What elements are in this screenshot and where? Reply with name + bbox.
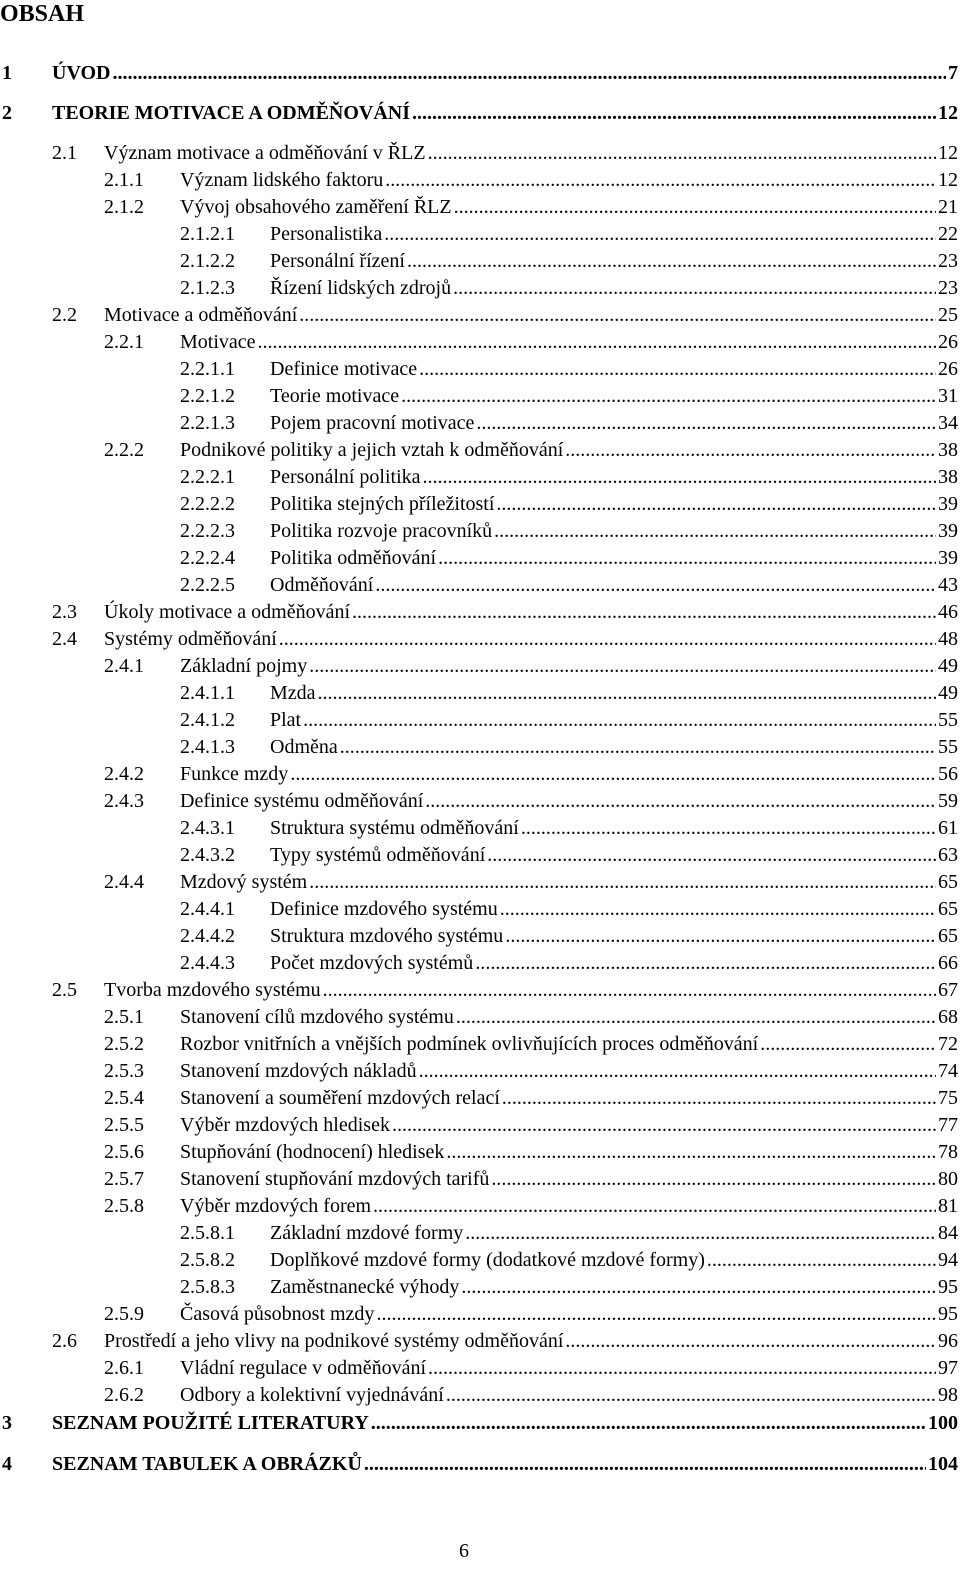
dot-leader bbox=[299, 302, 936, 328]
toc-entry-page: 48 bbox=[938, 628, 958, 650]
toc-entry-title: Personální řízení bbox=[270, 250, 405, 272]
toc-entry-title: Definice motivace bbox=[270, 358, 418, 380]
toc-entry-title: Mzda bbox=[270, 682, 316, 704]
toc-entry-page: 49 bbox=[938, 655, 958, 677]
toc-entry-number: 2.5.5 bbox=[104, 1114, 144, 1136]
toc-entry-title: Stupňování (hodnocení) hledisek bbox=[180, 1141, 445, 1163]
dot-leader bbox=[760, 1031, 936, 1057]
toc-entry[interactable] bbox=[0, 626, 958, 652]
toc-entry-number: 2.4.4.1 bbox=[180, 898, 235, 920]
toc-entry-number: 2.1.1 bbox=[104, 169, 144, 191]
dot-leader bbox=[376, 1301, 936, 1327]
toc-entry-number: 2.2.2.1 bbox=[180, 466, 235, 488]
dot-leader bbox=[425, 788, 936, 814]
toc-entry-page: 38 bbox=[938, 439, 958, 461]
toc-entry[interactable] bbox=[0, 275, 958, 301]
toc-entry-title: Systémy odměňování bbox=[104, 628, 277, 650]
toc-entry-title: Stanovení a souměření mzdových relací bbox=[180, 1087, 500, 1109]
toc-entry-number: 2.1.2.2 bbox=[180, 250, 235, 272]
toc-entry-number: 2.5.7 bbox=[104, 1168, 144, 1190]
toc-entry-page: 39 bbox=[938, 493, 958, 515]
toc-entry-title: Počet mzdových systémů bbox=[270, 952, 474, 974]
toc-entry-title: Personalistika bbox=[270, 223, 383, 245]
toc-entry-page: 23 bbox=[938, 250, 958, 272]
toc-entry-number: 2.5.1 bbox=[104, 1006, 144, 1028]
toc-entry-page: 94 bbox=[938, 1249, 958, 1271]
toc-entry[interactable] bbox=[0, 1410, 958, 1436]
toc-entry-title: Pojem pracovní motivace bbox=[270, 412, 475, 434]
toc-entry-title: Podnikové politiky a jejich vztah k odměňování bbox=[180, 439, 564, 461]
toc-entry-page: 104 bbox=[928, 1453, 958, 1475]
dot-leader bbox=[371, 1410, 926, 1436]
toc-entry-title: Politika stejných příležitostí bbox=[270, 493, 495, 515]
toc-entry-page: 81 bbox=[938, 1195, 958, 1217]
toc-entry-title: Základní mzdové formy bbox=[270, 1222, 464, 1244]
toc-entry-title: Definice mzdového systému bbox=[270, 898, 498, 920]
toc-entry[interactable] bbox=[0, 100, 958, 126]
toc-entry-page: 65 bbox=[938, 898, 958, 920]
toc-entry-number: 2.4.1.1 bbox=[180, 682, 235, 704]
toc-entry[interactable] bbox=[0, 140, 958, 166]
toc-entry-title: Význam motivace a odměňování v ŘLZ bbox=[104, 142, 426, 164]
dot-leader bbox=[419, 1058, 936, 1084]
toc-entry-page: 95 bbox=[938, 1276, 958, 1298]
toc-entry-title: TEORIE MOTIVACE A ODMĚŇOVÁNÍ bbox=[52, 102, 411, 124]
toc-entry-number: 2.5.8.1 bbox=[180, 1222, 235, 1244]
toc-entry-title: Výběr mzdových hledisek bbox=[180, 1114, 390, 1136]
dot-leader bbox=[385, 167, 936, 193]
toc-entry-page: 55 bbox=[938, 709, 958, 731]
toc-entry[interactable] bbox=[0, 1112, 958, 1138]
toc-entry-title: Vývoj obsahového zaměření ŘLZ bbox=[180, 196, 452, 218]
toc-entry-number: 3 bbox=[2, 1412, 12, 1434]
dot-leader bbox=[423, 464, 936, 490]
toc-entry-page: 31 bbox=[938, 385, 958, 407]
toc-entry-page: 67 bbox=[938, 979, 958, 1001]
toc-entry-title: Úkoly motivace a odměňování bbox=[104, 601, 351, 623]
toc-entry-page: 49 bbox=[938, 682, 958, 704]
toc-entry-page: 25 bbox=[938, 304, 958, 326]
dot-leader bbox=[565, 1328, 936, 1354]
dot-leader bbox=[419, 356, 936, 382]
toc-entry-page: 43 bbox=[938, 574, 958, 596]
toc-entry[interactable] bbox=[0, 1085, 958, 1111]
toc-entry[interactable] bbox=[0, 329, 958, 355]
toc-entry[interactable] bbox=[0, 1139, 958, 1165]
dot-leader bbox=[476, 410, 936, 436]
dot-leader bbox=[258, 329, 936, 355]
toc-entry-number: 2.5.8 bbox=[104, 1195, 144, 1217]
toc-entry-page: 68 bbox=[938, 1006, 958, 1028]
dot-leader bbox=[309, 653, 936, 679]
toc-entry[interactable] bbox=[0, 1004, 958, 1030]
toc-entry-number: 2.4.3 bbox=[104, 790, 144, 812]
toc-entry-page: 77 bbox=[938, 1114, 958, 1136]
toc-entry[interactable] bbox=[0, 653, 958, 679]
dot-leader bbox=[453, 275, 936, 301]
toc-entry[interactable] bbox=[0, 815, 958, 841]
toc-entry[interactable] bbox=[0, 167, 958, 193]
toc-entry-page: 66 bbox=[938, 952, 958, 974]
toc-entry-number: 2.5 bbox=[52, 979, 77, 1001]
dot-leader bbox=[428, 1355, 936, 1381]
toc-entry-title: Stanovení cílů mzdového systému bbox=[180, 1006, 454, 1028]
toc-entry[interactable] bbox=[0, 896, 958, 922]
dot-leader bbox=[373, 1193, 936, 1219]
toc-entry-title: Význam lidského faktoru bbox=[180, 169, 384, 191]
toc-entry-page: 39 bbox=[938, 520, 958, 542]
toc-entry-title: Časová působnost mzdy bbox=[180, 1303, 375, 1325]
toc-entry[interactable] bbox=[0, 977, 958, 1003]
toc-entry[interactable] bbox=[0, 437, 958, 463]
toc-entry[interactable] bbox=[0, 761, 958, 787]
dot-leader bbox=[502, 1085, 936, 1111]
toc-entry[interactable] bbox=[0, 788, 958, 814]
toc-entry[interactable] bbox=[0, 1058, 958, 1084]
toc-entry-title: Stanovení mzdových nákladů bbox=[180, 1060, 417, 1082]
dot-leader bbox=[318, 680, 936, 706]
toc-entry-page: 34 bbox=[938, 412, 958, 434]
dot-leader bbox=[407, 248, 936, 274]
toc-entry-number: 2.4.4 bbox=[104, 871, 144, 893]
toc-entry-number: 2.1.2 bbox=[104, 196, 144, 218]
toc-entry-number: 2.4.4.2 bbox=[180, 925, 235, 947]
toc-entry-title: Rozbor vnitřních a vnějších podmínek ovlivňujících proces odměňování bbox=[180, 1033, 759, 1055]
toc-entry-title: Politika odměňování bbox=[270, 547, 437, 569]
toc-entry-number: 2.5.3 bbox=[104, 1060, 144, 1082]
toc-entry[interactable] bbox=[0, 1274, 958, 1300]
toc-entry-number: 2.2.2.3 bbox=[180, 520, 235, 542]
toc-entry[interactable] bbox=[0, 410, 958, 436]
toc-entry-page: 12 bbox=[938, 102, 958, 124]
toc-entry-title: Politika rozvoje pracovníků bbox=[270, 520, 493, 542]
toc-entry[interactable] bbox=[0, 464, 958, 490]
toc-entry-number: 2.4.2 bbox=[104, 763, 144, 785]
toc-entry-page: 78 bbox=[938, 1141, 958, 1163]
toc-entry-title: Struktura mzdového systému bbox=[270, 925, 504, 947]
toc-entry-title: Funkce mzdy bbox=[180, 763, 289, 785]
dot-leader bbox=[500, 896, 936, 922]
toc-entry-number: 2.5.2 bbox=[104, 1033, 144, 1055]
toc-entry-title: ÚVOD bbox=[52, 62, 111, 84]
toc-entry-page: 7 bbox=[948, 62, 958, 84]
dot-leader bbox=[323, 977, 936, 1003]
dot-leader bbox=[290, 761, 936, 787]
toc-entry-page: 97 bbox=[938, 1357, 958, 1379]
toc-entry-number: 2.4.4.3 bbox=[180, 952, 235, 974]
dot-leader bbox=[428, 140, 936, 166]
dot-leader bbox=[454, 194, 936, 220]
dot-leader bbox=[461, 1274, 936, 1300]
toc-entry-number: 2.4.1.2 bbox=[180, 709, 235, 731]
toc-entry-page: 21 bbox=[938, 196, 958, 218]
dot-leader bbox=[475, 950, 936, 976]
toc-entry-title: Teorie motivace bbox=[270, 385, 400, 407]
toc-entry[interactable] bbox=[0, 356, 958, 382]
dot-leader bbox=[491, 1166, 936, 1192]
dot-leader bbox=[505, 923, 936, 949]
toc-entry-number: 2.6 bbox=[52, 1330, 77, 1352]
toc-entry-title: Odbory a kolektivní vyjednávání bbox=[180, 1384, 444, 1406]
toc-entry[interactable] bbox=[0, 1166, 958, 1192]
toc-entry-number: 2.5.8.2 bbox=[180, 1249, 235, 1271]
dot-leader bbox=[496, 491, 936, 517]
toc-entry-page: 84 bbox=[938, 1222, 958, 1244]
toc-entry[interactable] bbox=[0, 1193, 958, 1219]
toc-entry-number: 2.1 bbox=[52, 142, 77, 164]
toc-entry[interactable] bbox=[0, 545, 958, 571]
dot-leader bbox=[707, 1247, 936, 1273]
toc-entry[interactable] bbox=[0, 491, 958, 517]
page-title: OBSAH bbox=[0, 1, 85, 27]
toc-entry-number: 2.3 bbox=[52, 601, 77, 623]
toc-entry[interactable] bbox=[0, 1382, 958, 1408]
toc-entry-title: Typy systémů odměňování bbox=[270, 844, 486, 866]
toc-entry-title: Motivace bbox=[180, 331, 256, 353]
toc-entry-title: Plat bbox=[270, 709, 302, 731]
toc-entry-number: 2.5.9 bbox=[104, 1303, 144, 1325]
toc-entry[interactable] bbox=[0, 950, 958, 976]
toc-entry-title: SEZNAM TABULEK A OBRÁZKŮ bbox=[52, 1453, 362, 1475]
toc-entry-number: 2.4.1.3 bbox=[180, 736, 235, 758]
toc-entry-page: 72 bbox=[938, 1033, 958, 1055]
toc-entry-title: SEZNAM POUŽITÉ LITERATURY bbox=[52, 1412, 369, 1434]
toc-entry-title: Tvorba mzdového systému bbox=[104, 979, 321, 1001]
toc-entry-number: 2 bbox=[2, 102, 12, 124]
toc-entry[interactable] bbox=[0, 1355, 958, 1381]
dot-leader bbox=[438, 545, 936, 571]
toc-entry[interactable] bbox=[0, 302, 958, 328]
toc-entry-title: Základní pojmy bbox=[180, 655, 308, 677]
toc-entry[interactable] bbox=[0, 221, 958, 247]
toc-entry-title: Prostředí a jeho vlivy na podnikové systémy odměňování bbox=[104, 1330, 564, 1352]
dot-leader bbox=[309, 869, 936, 895]
dot-leader bbox=[352, 599, 936, 625]
toc-entry[interactable] bbox=[0, 1451, 958, 1477]
toc-entry-page: 74 bbox=[938, 1060, 958, 1082]
dot-leader bbox=[303, 707, 936, 733]
dot-leader bbox=[465, 1220, 936, 1246]
toc-entry-title: Odměňování bbox=[270, 574, 374, 596]
toc-entry[interactable] bbox=[0, 572, 958, 598]
toc-entry-number: 2.2.1.3 bbox=[180, 412, 235, 434]
toc-entry-page: 46 bbox=[938, 601, 958, 623]
toc-entry-page: 12 bbox=[938, 169, 958, 191]
toc-entry-number: 2.2.2 bbox=[104, 439, 144, 461]
toc-entry-number: 2.5.4 bbox=[104, 1087, 144, 1109]
dot-leader bbox=[494, 518, 936, 544]
toc-entry[interactable] bbox=[0, 707, 958, 733]
dot-leader bbox=[565, 437, 936, 463]
toc-entry-page: 38 bbox=[938, 466, 958, 488]
toc-entry-page: 65 bbox=[938, 871, 958, 893]
toc-entry[interactable] bbox=[0, 680, 958, 706]
toc-entry-page: 61 bbox=[938, 817, 958, 839]
toc-entry[interactable] bbox=[0, 923, 958, 949]
toc-entry-page: 59 bbox=[938, 790, 958, 812]
toc-entry-page: 98 bbox=[938, 1384, 958, 1406]
toc-entry-page: 63 bbox=[938, 844, 958, 866]
toc-entry[interactable] bbox=[0, 1220, 958, 1246]
dot-leader bbox=[401, 383, 936, 409]
toc-entry[interactable] bbox=[0, 1247, 958, 1273]
toc-entry-page: 55 bbox=[938, 736, 958, 758]
toc-entry-title: Motivace a odměňování bbox=[104, 304, 298, 326]
toc-entry-page: 80 bbox=[938, 1168, 958, 1190]
toc-entry-title: Struktura systému odměňování bbox=[270, 817, 519, 839]
dot-leader bbox=[340, 734, 936, 760]
toc-entry-title: Mzdový systém bbox=[180, 871, 308, 893]
toc-entry-page: 100 bbox=[928, 1412, 958, 1434]
toc-entry[interactable] bbox=[0, 60, 958, 86]
dot-leader bbox=[446, 1382, 936, 1408]
toc-entry-number: 2.2.1 bbox=[104, 331, 144, 353]
toc-entry-title: Zaměstnanecké výhody bbox=[270, 1276, 460, 1298]
toc-entry[interactable] bbox=[0, 383, 958, 409]
toc-entry[interactable] bbox=[0, 248, 958, 274]
dot-leader bbox=[456, 1004, 936, 1030]
dot-leader bbox=[279, 626, 936, 652]
dot-leader bbox=[375, 572, 936, 598]
toc-entry-page: 23 bbox=[938, 277, 958, 299]
toc-entry[interactable] bbox=[0, 1328, 958, 1354]
toc-entry-number: 2.2.1.2 bbox=[180, 385, 235, 407]
toc-entry-title: Vládní regulace v odměňování bbox=[180, 1357, 427, 1379]
toc-entry-number: 2.2.2.5 bbox=[180, 574, 235, 596]
toc-entry-title: Odměna bbox=[270, 736, 338, 758]
toc-entry-page: 95 bbox=[938, 1303, 958, 1325]
toc-entry[interactable] bbox=[0, 1301, 958, 1327]
page-number: 6 bbox=[459, 1540, 469, 1562]
toc-entry-number: 2.5.8.3 bbox=[180, 1276, 235, 1298]
toc-entry[interactable] bbox=[0, 842, 958, 868]
toc-entry-page: 26 bbox=[938, 331, 958, 353]
toc-entry-number: 2.2.2.2 bbox=[180, 493, 235, 515]
toc-entry-number: 2.4.3.1 bbox=[180, 817, 235, 839]
dot-leader bbox=[487, 842, 936, 868]
toc-entry-number: 2.4 bbox=[52, 628, 77, 650]
dot-leader bbox=[446, 1139, 936, 1165]
toc-entry-page: 26 bbox=[938, 358, 958, 380]
toc-entry-number: 2.1.2.1 bbox=[180, 223, 235, 245]
toc-entry-title: Doplňkové mzdové formy (dodatkové mzdové formy) bbox=[270, 1249, 705, 1271]
dot-leader bbox=[521, 815, 936, 841]
toc-entry-number: 2.6.2 bbox=[104, 1384, 144, 1406]
toc-entry-page: 39 bbox=[938, 547, 958, 569]
dot-leader bbox=[412, 100, 936, 126]
dot-leader bbox=[113, 60, 947, 86]
dot-leader bbox=[364, 1451, 926, 1477]
toc-entry-number: 2.6.1 bbox=[104, 1357, 144, 1379]
toc-entry-title: Personální politika bbox=[270, 466, 421, 488]
toc-entry-page: 96 bbox=[938, 1330, 958, 1352]
toc-entry-number: 2.2 bbox=[52, 304, 77, 326]
toc-entry-title: Řízení lidských zdrojů bbox=[270, 277, 452, 299]
toc-entry-page: 65 bbox=[938, 925, 958, 947]
toc-entry[interactable] bbox=[0, 734, 958, 760]
toc-entry-page: 22 bbox=[938, 223, 958, 245]
dot-leader bbox=[384, 221, 936, 247]
toc-entry-page: 56 bbox=[938, 763, 958, 785]
toc-entry-title: Stanovení stupňování mzdových tarifů bbox=[180, 1168, 490, 1190]
toc-entry[interactable] bbox=[0, 518, 958, 544]
toc-entry-title: Definice systému odměňování bbox=[180, 790, 424, 812]
toc-entry-number: 2.5.6 bbox=[104, 1141, 144, 1163]
dot-leader bbox=[392, 1112, 936, 1138]
toc-entry-number: 2.2.1.1 bbox=[180, 358, 235, 380]
toc-entry[interactable] bbox=[0, 599, 958, 625]
toc-entry[interactable] bbox=[0, 869, 958, 895]
toc-entry[interactable] bbox=[0, 1031, 958, 1057]
toc-entry-page: 75 bbox=[938, 1087, 958, 1109]
toc-entry-number: 2.2.2.4 bbox=[180, 547, 235, 569]
toc-entry-number: 2.4.3.2 bbox=[180, 844, 235, 866]
toc-entry-number: 4 bbox=[2, 1453, 12, 1475]
toc-entry-number: 1 bbox=[2, 62, 12, 84]
toc-entry-number: 2.1.2.3 bbox=[180, 277, 235, 299]
toc-entry-page: 12 bbox=[938, 142, 958, 164]
toc-entry[interactable] bbox=[0, 194, 958, 220]
toc-entry-number: 2.4.1 bbox=[104, 655, 144, 677]
toc-entry-title: Výběr mzdových forem bbox=[180, 1195, 372, 1217]
